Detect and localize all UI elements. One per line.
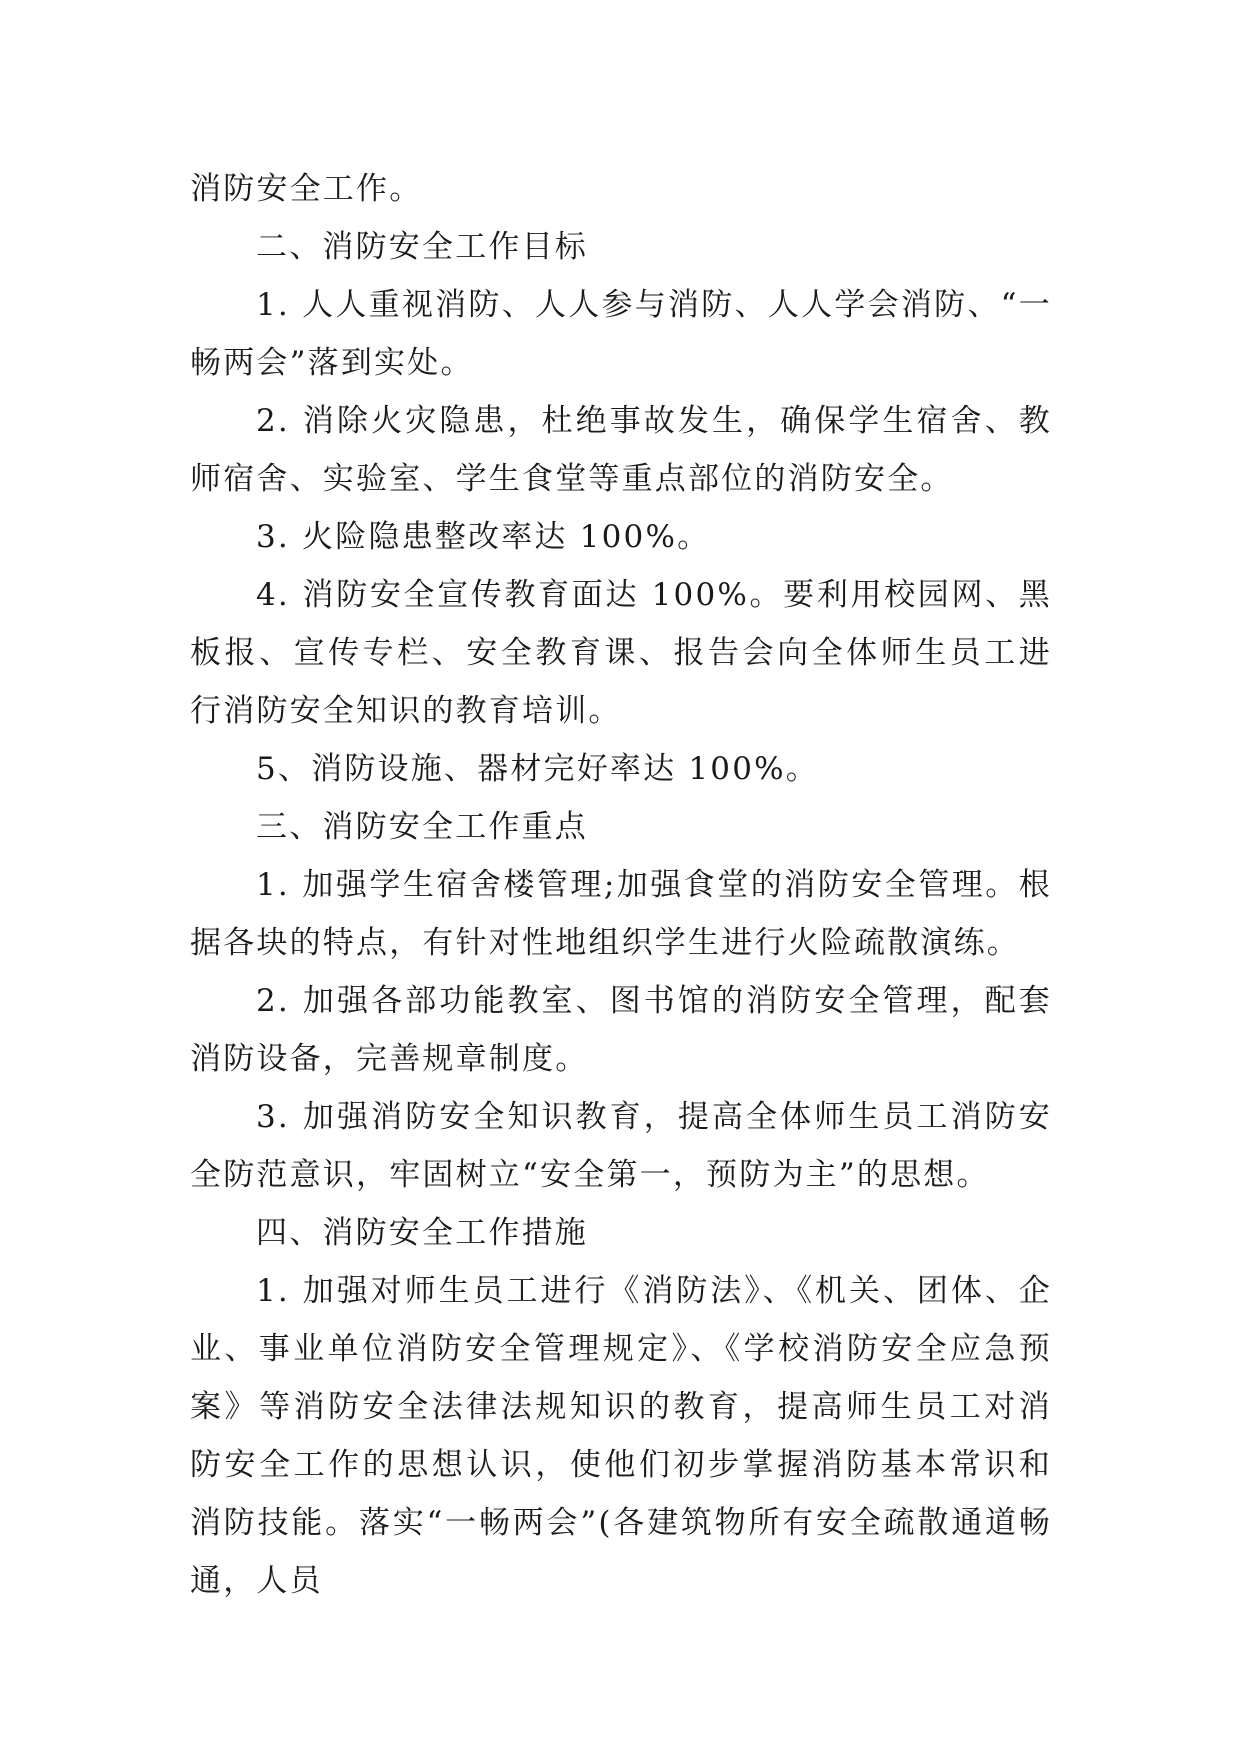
paragraph: 5、消防设施、器材完好率达 100%。 (256, 751, 820, 787)
paragraph: 1. 加强学生宿舍楼管理;加强食堂的消防安全管理。根据各块的特点，有针对性地组织学生进行火险疏散演练。 (190, 867, 1052, 961)
paragraph: 3. 火险隐患整改率达 100%。 (256, 519, 711, 555)
section-heading-measures: 四、消防安全工作措施 (256, 1215, 588, 1251)
paragraph: 1. 加强对师生员工进行《消防法》、《机关、团体、企业、事业单位消防安全管理规定》、《学校消防安全应急预案》等消防安全法律法规知识的教育，提高师生员工对消防安全工作的思想认识，使他们初步掌握消防基本常识和消防技能。落实“一畅两会”(各建筑物所有安全疏散通道畅通，人员 (190, 1273, 1052, 1599)
paragraph: 2. 加强各部功能教室、图书馆的消防安全管理，配套消防设备，完善规章制度。 (190, 983, 1052, 1077)
paragraph: 2. 消除火灾隐患，杜绝事故发生，确保学生宿舍、教师宿舍、实验室、学生食堂等重点部位的消防安全。 (190, 403, 1052, 497)
paragraph: 4. 消防安全宣传教育面达 100%。要利用校园网、黑板报、宣传专栏、安全教育课、报告会向全体师生员工进行消防安全知识的教育培训。 (190, 577, 1052, 729)
paragraph: 1. 人人重视消防、人人参与消防、人人学会消防、“一畅两会”落到实处。 (190, 287, 1052, 381)
document-body (190, 160, 1052, 1610)
section-heading-goals: 二、消防安全工作目标 (256, 229, 588, 265)
paragraph: 3. 加强消防安全知识教育，提高全体师生员工消防安全防范意识，牢固树立“安全第一，预防为主”的思想。 (190, 1099, 1052, 1193)
paragraph: 消防安全工作。 (190, 171, 423, 207)
section-heading-focus: 三、消防安全工作重点 (256, 809, 588, 845)
